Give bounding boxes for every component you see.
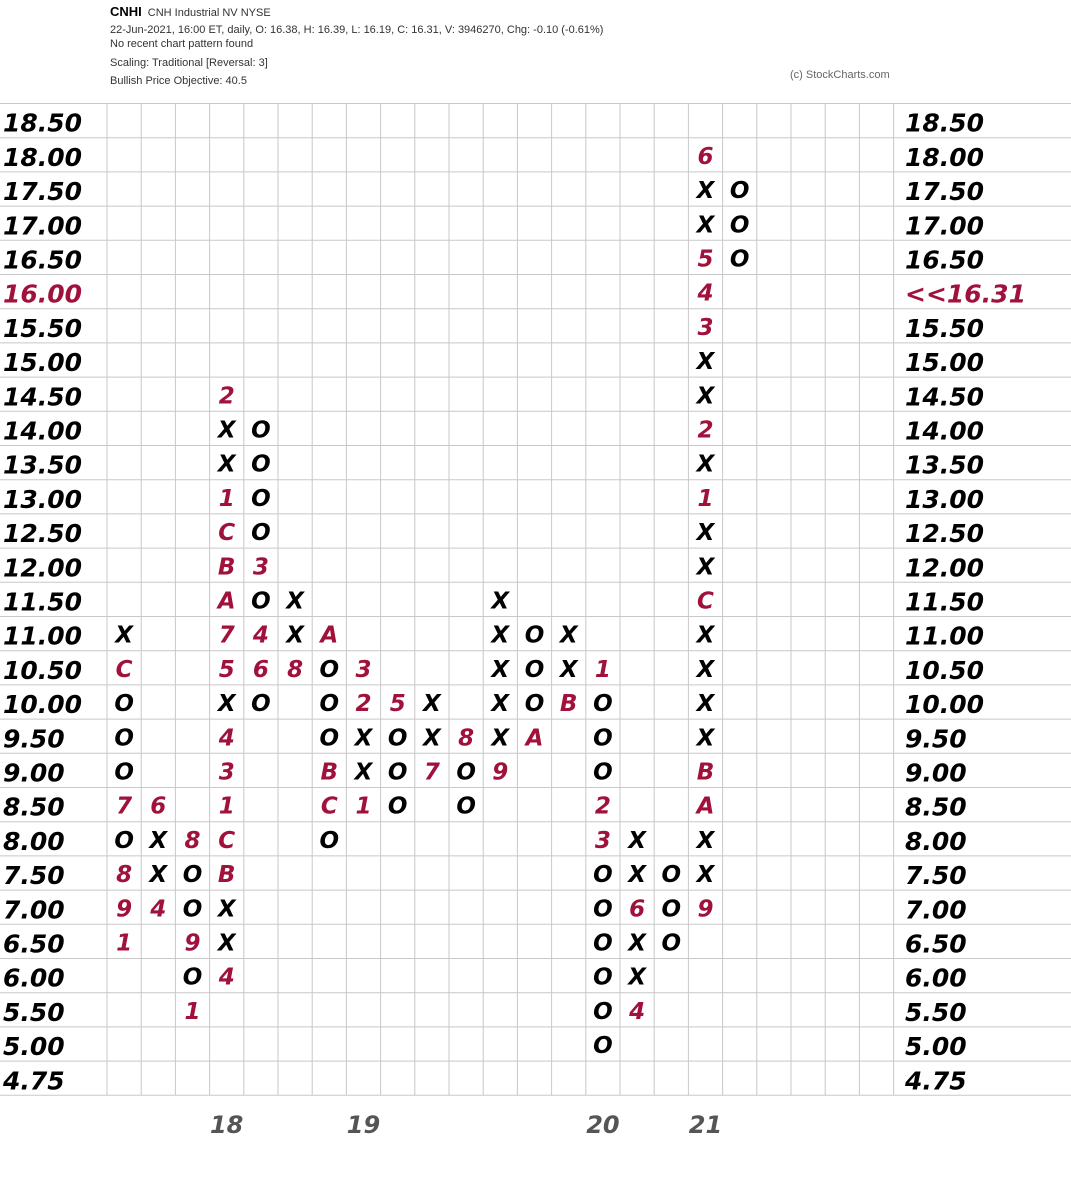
left-axis-label: 15.50 <box>3 313 83 343</box>
o-mark: O <box>593 1033 613 1060</box>
o-mark: O <box>251 451 271 478</box>
o-mark: O <box>114 691 134 718</box>
month-marker: 4 <box>218 725 235 752</box>
x-mark: X <box>286 588 304 615</box>
month-marker: 5 <box>697 246 714 273</box>
right-axis-label: 11.50 <box>905 587 985 617</box>
month-marker: 6 <box>697 143 714 170</box>
month-marker: 1 <box>184 998 201 1025</box>
o-mark: O <box>251 520 271 547</box>
o-mark: O <box>593 998 613 1025</box>
left-axis-label: 10.50 <box>3 655 83 685</box>
month-marker: 2 <box>594 793 611 820</box>
month-marker: A <box>320 622 339 649</box>
x-mark: X <box>628 827 646 854</box>
right-axis-label: 9.00 <box>905 758 967 788</box>
o-mark: O <box>251 588 271 615</box>
o-mark: O <box>524 622 545 649</box>
left-axis-label: 17.00 <box>3 211 83 241</box>
month-marker: 9 <box>492 759 509 786</box>
month-marker: 1 <box>218 793 235 820</box>
left-axis-label: 9.00 <box>3 758 65 788</box>
x-mark: X <box>491 622 510 649</box>
x-mark: X <box>559 622 578 649</box>
right-axis-label: 13.00 <box>905 484 985 514</box>
right-axis-label: 8.50 <box>905 792 967 822</box>
month-marker: B <box>217 554 236 581</box>
year-label: 21 <box>688 1111 723 1139</box>
month-marker: 9 <box>184 930 201 957</box>
month-marker: 3 <box>355 656 372 683</box>
pattern-line: No recent chart pattern found <box>110 38 254 50</box>
month-marker: 7 <box>423 759 440 786</box>
right-axis-label: 16.50 <box>905 245 985 275</box>
month-marker: 1 <box>116 930 133 957</box>
month-marker: 1 <box>697 485 714 512</box>
x-mark: X <box>491 588 510 615</box>
right-axis-label: 6.50 <box>905 929 967 959</box>
o-mark: O <box>729 178 750 205</box>
month-marker: 6 <box>252 656 269 683</box>
x-mark: X <box>491 656 510 683</box>
x-mark: X <box>217 451 236 478</box>
month-marker: 2 <box>355 691 372 718</box>
right-axis-label: 9.50 <box>905 724 967 754</box>
right-axis-label: 5.50 <box>905 997 967 1027</box>
x-mark: X <box>217 930 236 957</box>
right-axis-label: <<16.31 <box>905 279 1026 309</box>
x-mark: X <box>217 691 236 718</box>
month-marker: B <box>217 862 236 889</box>
x-mark: X <box>423 691 441 718</box>
o-mark: O <box>661 896 682 923</box>
x-mark: X <box>149 862 168 889</box>
month-marker: 4 <box>252 622 269 649</box>
month-marker: 9 <box>116 896 133 923</box>
right-axis-label: 5.00 <box>905 1032 967 1062</box>
x-mark: X <box>628 930 646 957</box>
right-axis-label: 18.00 <box>905 142 985 172</box>
month-marker: B <box>320 759 339 786</box>
right-axis-label: 14.50 <box>905 382 985 412</box>
scaling-line: Scaling: Traditional [Reversal: 3] <box>110 57 268 69</box>
month-marker: A <box>525 725 544 752</box>
left-axis-label: 16.50 <box>3 245 83 275</box>
o-mark: O <box>524 691 545 718</box>
right-axis-label: 7.50 <box>905 861 967 891</box>
month-marker: 4 <box>629 998 646 1025</box>
right-axis-label: 13.50 <box>905 450 985 480</box>
o-mark: O <box>593 930 613 957</box>
month-marker: 5 <box>389 691 406 718</box>
month-marker: 5 <box>218 656 235 683</box>
x-mark: X <box>217 417 236 444</box>
left-axis-label: 5.00 <box>3 1032 65 1062</box>
left-axis-label: 14.00 <box>3 416 83 446</box>
year-label: 18 <box>209 1111 244 1139</box>
right-axis-label: 8.00 <box>905 826 967 856</box>
year-label: 19 <box>346 1111 381 1139</box>
month-marker: 4 <box>218 964 235 991</box>
left-axis-label: 16.00 <box>3 279 83 309</box>
x-mark: X <box>696 520 715 547</box>
o-mark: O <box>456 793 476 820</box>
x-mark: X <box>696 622 715 649</box>
x-mark: X <box>696 212 715 239</box>
month-marker: 6 <box>150 793 167 820</box>
left-axis-label: 18.00 <box>3 142 83 172</box>
right-axis-label: 17.00 <box>905 211 985 241</box>
left-axis-label: 7.50 <box>3 861 65 891</box>
o-mark: O <box>729 212 750 239</box>
o-mark: O <box>661 930 682 957</box>
x-mark: X <box>491 691 510 718</box>
month-marker: 7 <box>218 622 235 649</box>
left-axis-label: 9.50 <box>3 724 65 754</box>
left-axis-label: 5.50 <box>3 997 65 1027</box>
month-marker: 3 <box>697 314 714 341</box>
month-marker: 2 <box>218 383 235 410</box>
o-mark: O <box>593 759 613 786</box>
left-axis-label: 7.00 <box>3 895 65 925</box>
month-marker: C <box>115 656 133 683</box>
month-marker: 8 <box>116 862 133 889</box>
x-mark: X <box>149 827 168 854</box>
right-axis-label: 12.00 <box>905 553 985 583</box>
left-axis-label: 12.00 <box>3 553 83 583</box>
copyright: (c) StockCharts.com <box>790 69 890 81</box>
x-mark: X <box>696 691 715 718</box>
o-mark: O <box>456 759 476 786</box>
x-mark: X <box>696 178 715 205</box>
x-mark: X <box>696 827 715 854</box>
o-mark: O <box>114 725 134 752</box>
month-marker: C <box>218 520 236 547</box>
right-price-axis <box>904 109 1026 1096</box>
o-mark: O <box>729 246 750 273</box>
left-axis-label: 12.50 <box>3 519 83 549</box>
o-mark: O <box>387 725 408 752</box>
left-price-axis <box>2 109 82 1096</box>
month-marker: 3 <box>594 827 611 854</box>
o-mark: O <box>251 485 271 512</box>
month-marker: 3 <box>218 759 235 786</box>
o-mark: O <box>593 862 613 889</box>
x-mark: X <box>286 622 304 649</box>
o-mark: O <box>387 793 408 820</box>
left-axis-label: 14.50 <box>3 382 83 412</box>
o-mark: O <box>319 656 340 683</box>
x-mark: X <box>628 862 646 889</box>
o-mark: O <box>319 725 340 752</box>
o-mark: O <box>524 656 545 683</box>
x-mark: X <box>696 451 715 478</box>
o-mark: O <box>319 827 340 854</box>
right-axis-label: 12.50 <box>905 519 985 549</box>
month-marker: 1 <box>594 656 611 683</box>
right-axis-label: 4.75 <box>905 1066 967 1096</box>
right-axis-label: 7.00 <box>905 895 967 925</box>
x-mark: X <box>423 725 441 752</box>
left-axis-label: 18.50 <box>3 108 83 138</box>
x-mark: X <box>696 349 715 376</box>
month-marker: 8 <box>458 725 475 752</box>
right-axis-label: 11.00 <box>905 621 985 651</box>
left-axis-label: 11.00 <box>3 621 83 651</box>
o-mark: O <box>319 691 340 718</box>
company-name: CNH Industrial NV NYSE <box>147 7 271 19</box>
right-axis-label: 18.50 <box>905 108 985 138</box>
left-axis-label: 10.00 <box>3 690 83 720</box>
left-axis-label: 8.00 <box>3 826 65 856</box>
x-mark: X <box>696 383 715 410</box>
price-objective-line: Bullish Price Objective: 40.5 <box>110 75 247 87</box>
quote-line: 22-Jun-2021, 16:00 ET, daily, O: 16.38, H: 16.39, L: 16.19, C: 16.31, V: 3946270, Chg: -0.10 (-0.61%) <box>110 24 604 36</box>
o-mark: O <box>182 896 203 923</box>
month-marker: 6 <box>629 896 646 923</box>
left-axis-label: 6.00 <box>3 963 65 993</box>
month-marker: B <box>696 759 715 786</box>
left-axis-label: 17.50 <box>3 177 83 207</box>
x-mark: X <box>354 725 373 752</box>
x-mark: X <box>696 656 715 683</box>
o-mark: O <box>114 827 134 854</box>
month-marker: C <box>697 588 714 615</box>
month-marker: 7 <box>116 793 133 820</box>
x-mark: X <box>696 725 715 752</box>
right-axis-label: 17.50 <box>905 177 985 207</box>
x-mark: X <box>217 896 236 923</box>
right-axis-label: 15.50 <box>905 313 985 343</box>
right-axis-label: 14.00 <box>905 416 985 446</box>
month-marker: C <box>218 827 236 854</box>
right-axis-label: 10.50 <box>905 655 985 685</box>
o-mark: O <box>114 759 134 786</box>
right-axis-label: 6.00 <box>905 963 967 993</box>
x-mark: X <box>491 725 510 752</box>
month-marker: 9 <box>697 896 714 923</box>
month-marker: B <box>559 691 578 718</box>
o-mark: O <box>182 964 203 991</box>
month-marker: A <box>696 793 715 820</box>
x-mark: X <box>628 964 646 991</box>
month-marker: 1 <box>218 485 235 512</box>
left-axis-label: 4.75 <box>3 1066 65 1096</box>
month-marker: A <box>217 588 236 615</box>
x-mark: X <box>115 622 133 649</box>
year-axis <box>210 1111 722 1139</box>
o-mark: O <box>387 759 408 786</box>
left-axis-label: 13.50 <box>3 450 83 480</box>
x-mark: X <box>696 862 715 889</box>
month-marker: C <box>320 793 338 820</box>
left-axis-label: 6.50 <box>3 929 65 959</box>
left-axis-label: 15.00 <box>3 348 83 378</box>
month-marker: 8 <box>184 827 201 854</box>
left-axis-label: 8.50 <box>3 792 65 822</box>
o-mark: O <box>593 691 613 718</box>
o-mark: O <box>593 964 613 991</box>
right-axis-label: 10.00 <box>905 690 985 720</box>
ticker-symbol: CNHI <box>110 4 142 19</box>
o-mark: O <box>593 896 613 923</box>
x-mark: X <box>354 759 373 786</box>
x-mark: X <box>559 656 578 683</box>
month-marker: 4 <box>697 280 714 307</box>
o-mark: O <box>251 691 271 718</box>
month-marker: 3 <box>252 554 269 581</box>
month-marker: 2 <box>697 417 714 444</box>
left-axis-label: 13.00 <box>3 484 83 514</box>
o-mark: O <box>251 417 271 444</box>
left-axis-label: 11.50 <box>3 587 83 617</box>
month-marker: 1 <box>355 793 372 820</box>
x-mark: X <box>696 554 715 581</box>
o-mark: O <box>661 862 682 889</box>
year-label: 20 <box>586 1111 620 1139</box>
o-mark: O <box>182 862 203 889</box>
month-marker: 8 <box>287 656 304 683</box>
o-mark: O <box>593 725 613 752</box>
month-marker: 4 <box>150 896 167 923</box>
right-axis-label: 15.00 <box>905 348 985 378</box>
